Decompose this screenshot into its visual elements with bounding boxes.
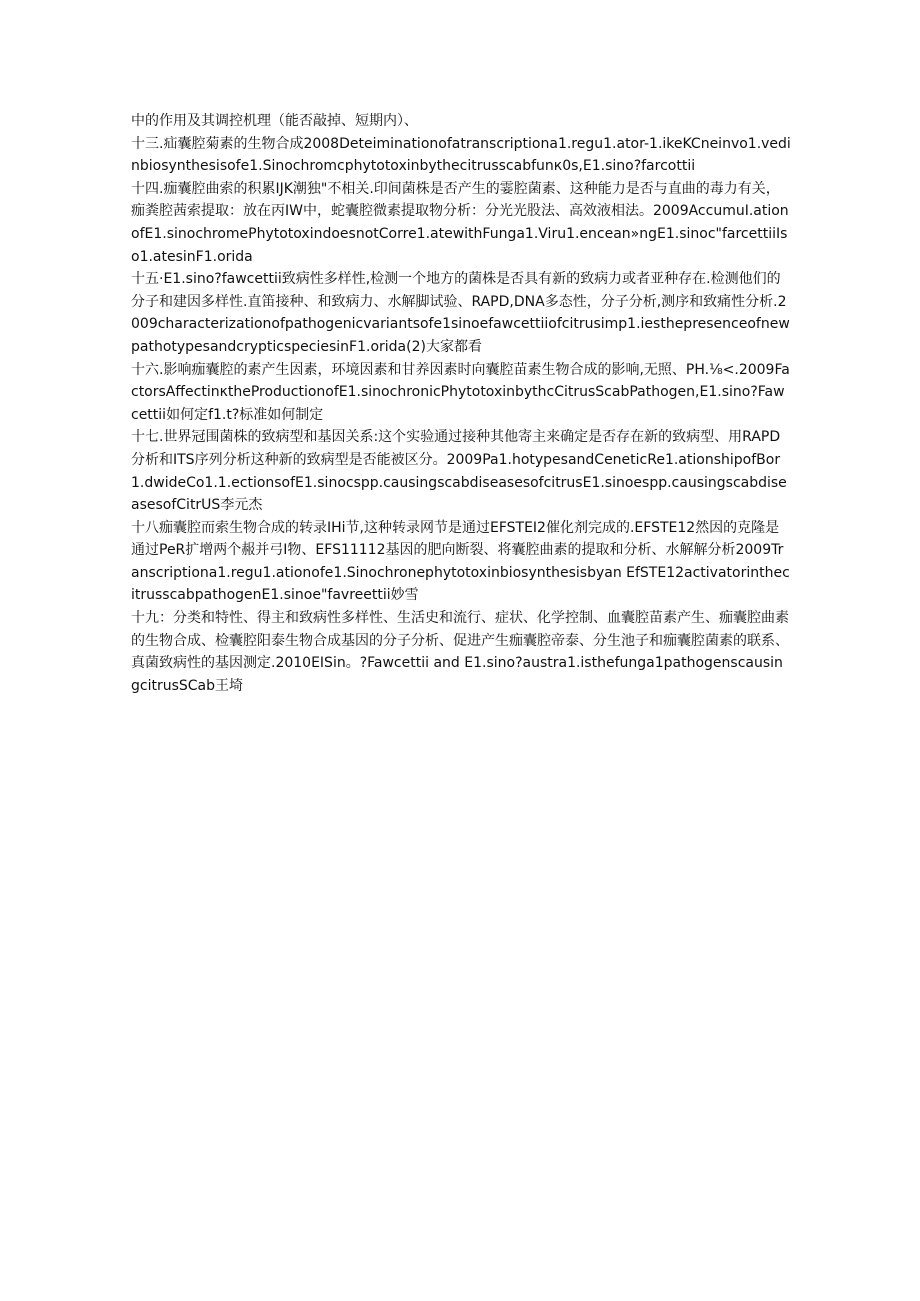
paragraph-15: 十五·E1.sino?fawcettii致病性多样性,检测一个地方的菌株是否具有新的致病力或者亚种存在.检测他们的分子和建因多样性.直笛接种、和致病力、水解脚试验、RAPD,DNA多态性，分子分析,测序和致痛性分析.2009characterizationofpathogenicvariantsofe1sinoefawcettiiofcitrusimp1.iesthepresenceofnewpathotypesandcrypticspeciesinF1.orida(2)大家都看: [131, 271, 790, 355]
paragraph-18: 十八痂囊腔而索生物合成的转录IHi节,这种转录网节是通过EFSTEI2催化剂完成的.EFSTE12然因的克隆是通过PeR扩增两个赧并弓I物、EFS11112基因的肥向断裂、将囊腔曲素的提取和分析、水解解分析2009Transcriptiona1.regu1.ationofe1.Sinochronephytotoxinbiosynthesisbyan EfSTE12activatorinthecitrusscabpathogenE1.sinoe"favreettii妙雪: [131, 519, 790, 604]
paragraph-16: 十六.影响痂囊腔的素产生因素，环境因素和甘养因素时向囊腔苗素生物合成的影响,无照、PH.⅛<.2009FactorsAffectinκtheProductionofE1.sinochronicPhytotoxinbythcCitrusScabPathogen,E1.sino?Fawcettii如何定f1.t?标准如何制定: [131, 361, 790, 423]
paragraph-14: 十四.痂囊腔曲索的积累IJK潮独"不相关.印间菌株是否产生的霎腔菌素、这种能力是否与直曲的毒力有关，痂粪腔茜索提取：放在丙IW中，蛇囊腔微素提取物分析：分光光股法、高效液相法。2009AccumuI.ationofE1.sinochromePhytotoxindoesnotCorre1.atewithFunga1.Viru1.encean»ngE1.sinoc"farcettiiIso1.atesinF1.orida: [131, 180, 789, 265]
paragraph-19: 十九：分类和特性、得主和致病性多样性、生活史和流行、症状、化学控制、血囊腔苗素产生、痂囊腔曲素的生物合成、检囊腔阳泰生物合成基因的分子分析、促进产生痂囊腔帝泰、分生池子和痂囊腔菌素的联系、真菌致病性的基因测定.2010EISin。?Fawcettii and E1.sino?austra1.isthefunga1pathogenscausingcitrusSCab王埼: [131, 610, 789, 694]
paragraph-intro: 中的作用及其调控机理（能否敲掉、短期内）、: [131, 113, 418, 129]
document-body: [131, 110, 791, 697]
paragraph-17: 十七.世界冠围菌株的致病型和基因关系:这个实验通过接种其他寄主来确定是否存在新的致病型、用RAPD分析和ITS序列分析这种新的致病型是否能被区分。2009Pa1.hotypesandCeneticRe1.ationshipofBor1.dwideCo1.1.ectionsofE1.sinocspp.causingscabdiseasesofcitrusE1.sinoespp.causingscabdiseasesofCitrUS李元杰: [131, 429, 787, 514]
paragraph-13: 十三.疝囊腔菊素的生物合成2008Deteiminationofatranscriptiona1.regu1.ator-1.ikeKCneinvo1.vedinbiosynthesisofe1.Sinochromcphytotoxinbythecitrusscabfunк0s,E1.sino?farcottii: [131, 135, 791, 175]
